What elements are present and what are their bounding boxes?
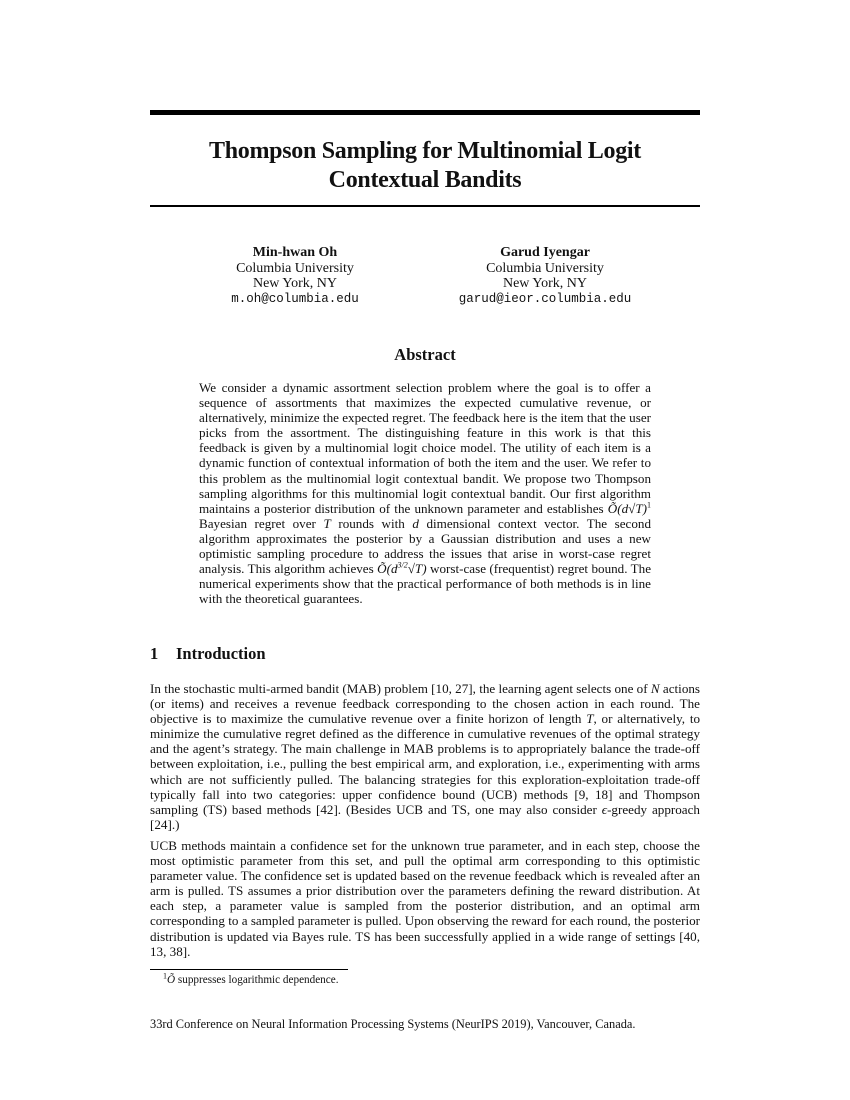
intro-paragraph-2: UCB methods maintain a confidence set for the unknown true parameter, and in each step, choose the most optimistic parameter from this set, and pull the optimal arm corresponding to this optimistic parameter value. The confidence set is updated based on the revenue feedback which is revealed after an arm is pulled. TS assumes a prior distribution over the parameters defining the reward distribution. At each step, a parameter value is sampled from the posterior distribution, and an optimal arm corresponding to a sampled parameter is pulled. Upon observing the reward for each round, the posterior distribution is updated via Bayes rule. TS has been successfully applied in a wide range of settings [40, 13, 38]. [150, 838, 700, 959]
math-symbol: ϵ [601, 801, 608, 817]
footnote-symbol: Õ [167, 974, 176, 986]
math-symbol: T [586, 711, 594, 727]
abstract-text: rounds with [338, 515, 405, 531]
math-symbol: N [650, 681, 660, 696]
footnote-text: suppresses logarithmic dependence. [177, 974, 339, 986]
section-heading [150, 644, 266, 664]
author-block-1 [175, 245, 415, 307]
math-symbol: T [323, 515, 331, 531]
intro-paragraph-1: In the stochastic multi-armed bandit (MAB) problem [10, 27], the learning agent selects one of N actions (or items) and receives a revenue feedback corresponding to the chosen action in each round. The objective is to maximize the cumulative revenue over a finite horizon of length T, or alternatively, to minimize the cumulative regret defined as the difference in cumulative revenues of the optimal strategy and the agent’s strategy. The main challenge in MAB problems is to appropriately balance the trade-off between exploitation, i.e., pulling the best empirical arm, and exploration, i.e., experimenting with arms which are not sufficiently pulled. The balancing strategies for this exploration-exploitation trade-off typically fall into two categories: upper confidence bound (UCB) methods [9, 18] and Thompson sampling (TS) based methods [42]. (Besides UCB and TS, one may also consider ϵ-greedy approach [24].) [150, 681, 701, 832]
author-email: garud@ieor.columbia.edu [458, 291, 632, 306]
author-name: Min-hwan Oh [252, 245, 338, 260]
author-affiliation: Columbia University [486, 260, 604, 276]
abstract-text: dimensional context vector. The second algorithm approximates the posterior by a Gaussian distribution and uses a new optimistic sampling procedure to address the issues that arise in worst-case regret analysis. This algorithm achieves [199, 515, 651, 577]
abstract-body [199, 380, 651, 606]
abstract-text: worst-case (frequentist) regret bound. The numerical experiments show that the practical performance of both methods is in line with the theoretical guarantees. [199, 561, 652, 607]
regret-formula-worst-case: $Õ(d^{3/2}√T)$ [377, 560, 427, 577]
footnote-number: 1 [163, 971, 167, 981]
author-block-2 [425, 245, 665, 307]
paper-title [150, 137, 700, 195]
author-location: New York, NY [252, 276, 337, 291]
abstract-heading: Abstract [394, 345, 456, 364]
title-line-1: Thompson Sampling for Multinomial Logit [209, 138, 641, 164]
footnote-rule [150, 969, 348, 970]
author-email: m.oh@columbia.edu [231, 291, 359, 306]
title-bottom-rule [150, 205, 700, 207]
conference-footer: 33rd Conference on Neural Information Processing Systems (NeurIPS 2019), Vancouver, Canada. [150, 1017, 636, 1031]
section-number: 1 [150, 644, 159, 663]
author-affiliation: Columbia University [236, 260, 354, 276]
regret-formula-bayesian: Õ(d√T) [607, 500, 647, 516]
author-name: Garud Iyengar [500, 245, 590, 260]
abstract-text: We consider a dynamic assortment selection problem where the goal is to offer a sequence of assortments that maximizes the expected cumulative revenue, or alternatively, minimize the expected regret. The feedback here is the item that the user picks from the assortment. The distinguishing feature in this work is that this feedback is given by a multinomial logit choice model. The utility of each item is a dynamic function of contextual information of both the item and the user. We refer to this problem as the multinomial logit contextual bandit. We propose two Thompson sampling algorithms for this multinomial logit contextual bandit. Our first algorithm maintains a posterior distribution of the unknown parameter and establishes [199, 380, 651, 516]
footnote-marker: 1 [646, 500, 651, 510]
title-line-2: Contextual Bandits [328, 167, 522, 193]
section-title: Introduction [176, 644, 266, 663]
title-top-rule [150, 110, 700, 115]
math-symbol: d [412, 515, 419, 531]
author-location: New York, NY [502, 276, 587, 291]
footnote [163, 973, 339, 987]
abstract-text: Bayesian regret over [199, 515, 316, 531]
